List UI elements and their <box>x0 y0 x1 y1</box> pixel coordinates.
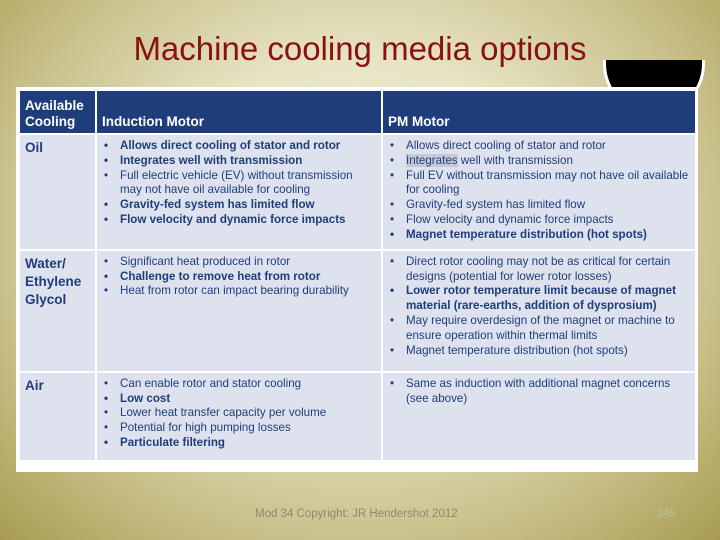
row-cooling-media: Water/ Ethylene Glycol <box>20 250 96 372</box>
pm-motor-cell <box>382 372 696 460</box>
row-cooling-media: Oil <box>20 134 96 250</box>
row-cooling-media: Air <box>20 372 96 460</box>
bullet-item: • Same as induction with additional magnet concerns (see above) <box>388 377 690 407</box>
bullet-list <box>102 139 376 228</box>
table-header-row <box>20 91 696 134</box>
highlighted-word: Integrates <box>406 153 458 167</box>
bullet-list <box>388 377 690 407</box>
pm-motor-cell <box>382 250 696 372</box>
bullet-text: well with transmission <box>457 153 573 167</box>
bullet-item: • Gravity-fed system has limited flow <box>388 198 690 213</box>
table-row <box>20 134 696 250</box>
table-row <box>20 250 696 372</box>
bullet-item: • Can enable rotor and stator cooling <box>102 377 376 392</box>
bullet-item: • Allows direct cooling of stator and rotor <box>388 139 690 154</box>
bullet-item: • Flow velocity and dynamic force impacts <box>388 213 690 228</box>
bullet-item: • Full electric vehicle (EV) without transmission may not have oil available for cooling <box>102 169 376 199</box>
bullet-item: • Particulate filtering <box>102 436 376 451</box>
bullet-item: • Challenge to remove heat from rotor <box>102 270 376 285</box>
header-induction-motor: Induction Motor <box>96 91 382 134</box>
bullet-item: • Full EV without transmission may not have oil available for cooling <box>388 169 690 199</box>
bullet-item: • Direct rotor cooling may not be as critical for certain designs (potential for lower rotor losses) <box>388 255 690 285</box>
cooling-options-table <box>20 91 697 460</box>
induction-motor-cell <box>96 372 382 460</box>
cooling-table-panel <box>16 87 698 472</box>
bullet-list <box>388 139 690 243</box>
slide-title: Machine cooling media options <box>133 30 587 67</box>
bullet-list <box>102 377 376 451</box>
bullet-list <box>102 255 376 299</box>
bullet-item: • Gravity-fed system has limited flow <box>102 198 376 213</box>
bullet-item: • Allows direct cooling of stator and rotor <box>102 139 376 154</box>
induction-motor-cell <box>96 250 382 372</box>
bullet-item <box>388 154 690 169</box>
page-number: 345 <box>657 508 677 520</box>
header-available-cooling: Available Cooling <box>20 91 96 134</box>
table-row <box>20 372 696 460</box>
bullet-item: • Magnet temperature distribution (hot spots) <box>388 344 690 359</box>
bullet-item: • Significant heat produced in rotor <box>102 255 376 270</box>
header-pm-motor: PM Motor <box>382 91 696 134</box>
bullet-item: • May require overdesign of the magnet or machine to ensure operation within thermal limits <box>388 314 690 344</box>
table-body <box>20 134 696 460</box>
pm-motor-cell <box>382 134 696 250</box>
bullet-item: • Low cost <box>102 392 376 407</box>
induction-motor-cell <box>96 134 382 250</box>
bullet-item: • Potential for high pumping losses <box>102 421 376 436</box>
bullet-item: • Heat from rotor can impact bearing durability <box>102 284 376 299</box>
footer-copyright: Mod 34 Copyright: JR Hendershot 2012 <box>255 508 458 520</box>
bullet-item: • Magnet temperature distribution (hot spots) <box>388 228 690 243</box>
bullet-item: • Lower heat transfer capacity per volume <box>102 406 376 421</box>
bullet-item: • Lower rotor temperature limit because of magnet material (rare-earths, addition of dysprosium) <box>388 284 690 314</box>
bullet-list <box>388 255 690 359</box>
bullet-item: • Flow velocity and dynamic force impacts <box>102 213 376 228</box>
bullet-item: • Integrates well with transmission <box>102 154 376 169</box>
